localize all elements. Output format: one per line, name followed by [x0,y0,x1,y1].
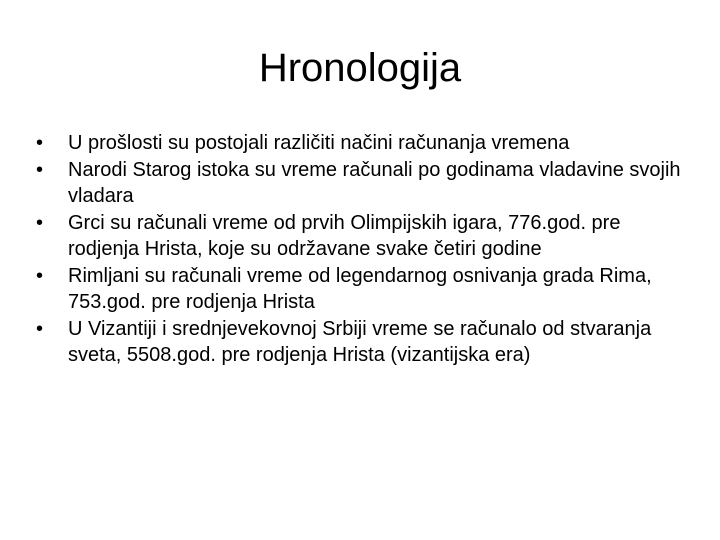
bullet-text: U prošlosti su postojali različiti načini računanja vremena [68,132,570,154]
bullet-icon: • [36,132,44,154]
bullet-text: Narodi Starog istoka su vreme računali po godinama vladavine svojih vladara [68,158,681,207]
bullet-icon: • [36,158,44,181]
list-item [36,263,686,316]
bullet-icon: • [36,317,44,340]
bullet-list [36,130,686,369]
list-item [36,157,686,210]
bullet-text: Grci su računali vreme od prvih Olimpijskih igara, 776.god. pre rodjenja Hrista, koje su održavane svake četiri godine [68,211,621,260]
list-item [36,210,686,263]
bullet-icon: • [36,264,44,287]
bullet-text: U Vizantiji i srednjevekovnoj Srbiji vreme se računalo od stvaranja sveta, 5508.god. pre rodjenja Hrista (vizantijska era) [68,317,652,366]
list-item [36,316,686,369]
slide-title: Hronologija [258,46,462,90]
list-item [36,130,686,157]
bullet-icon: • [36,211,44,234]
bullet-text: Rimljani su računali vreme od legendarnog osnivanja grada Rima, 753.god. pre rodjenja Hrista [68,264,652,313]
